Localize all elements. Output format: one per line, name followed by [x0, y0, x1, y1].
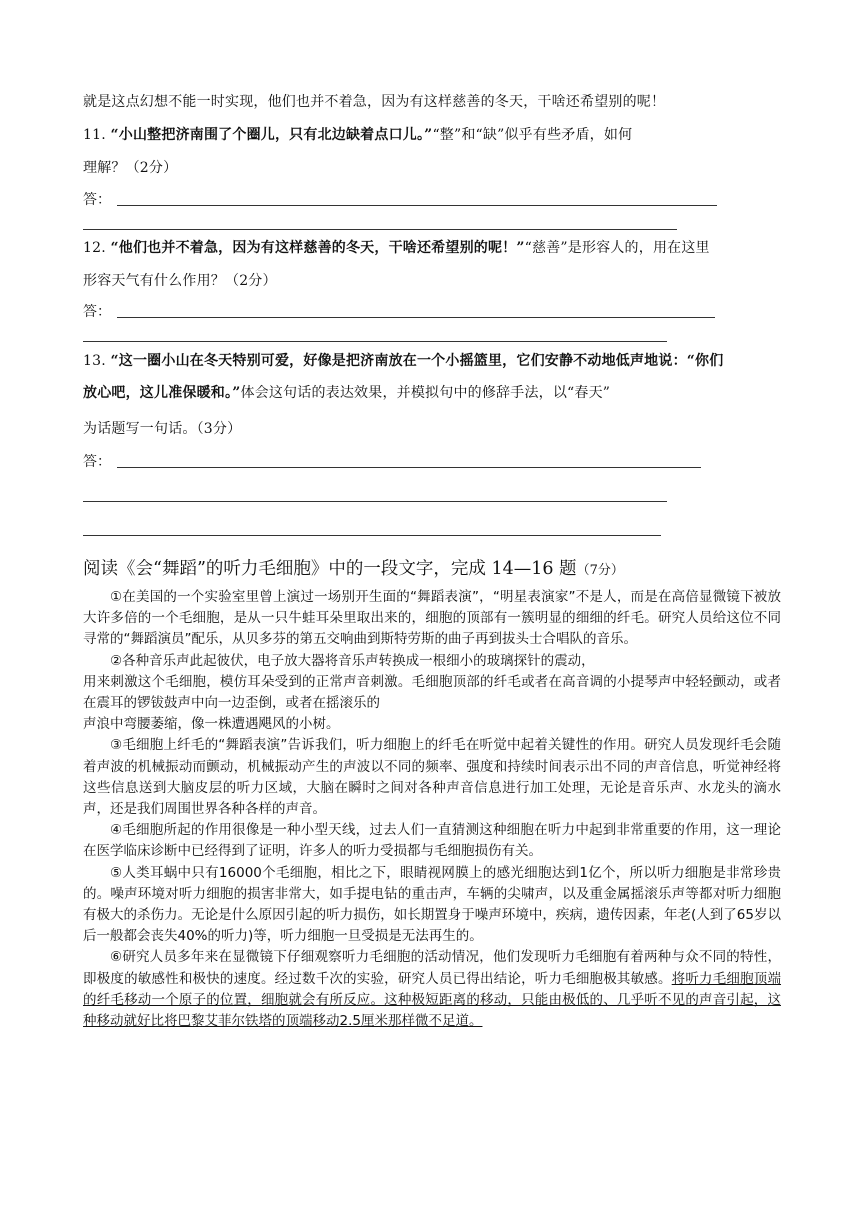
paragraph-2a: ②各种音乐声此起彼伏，电子放大器将音乐声转换成一根细小的玻璃探针的震动， — [110, 652, 595, 669]
question-12-line1 — [83, 237, 710, 257]
paragraph-3: ③毛细胞上纤毛的“舞蹈表演”告诉我们，听力细胞上的纤毛在听觉中起着关键性的作用。研究人员发现纤毛会随着声波的机械振动而颤动，机械振动产生的声波以不同的频率、强度和持续时间表示出不同的声音信息，听觉神经将这些信息送到大脑皮层的听力区域，大脑在瞬时之间对各种声音信息进行加工处理，无论是音乐声、水龙头的滴水声，还是我们周围世界各种各样的声音。 — [83, 737, 781, 818]
reading-heading — [83, 555, 624, 580]
answer-blank-13c[interactable] — [83, 535, 661, 536]
answer-blank-13b[interactable] — [83, 501, 667, 502]
question-13-line2 — [83, 382, 610, 402]
answer-label-11: 答： — [83, 192, 111, 208]
paragraph-6 — [83, 947, 781, 1032]
question-12-quote: “他们也并不着急，因为有这样慈善的冬天，干啥还希望别的呢！” — [110, 240, 525, 256]
answer-blank-11a[interactable] — [117, 205, 717, 206]
paragraph-6-text: ⑥研究人员多年来在显微镜下仔细观察听力毛细胞的活动情况，他们发现听力毛细胞有着两种与众不同的特性，即极度的敏感性和极快的速度。经过数千次的实验，研究人员已得出结论，听力毛细胞极其敏感。 — [83, 949, 781, 987]
question-11-line1 — [83, 124, 632, 144]
reading-passage — [83, 587, 781, 1032]
question-13-number: 13. — [83, 353, 106, 369]
answer-label-12: 答： — [83, 304, 111, 320]
paragraph-4: ④毛细胞所起的作用很像是一种小型天线，过去人们一直猜测这种细胞在听力中起到非常重要的作用，这一理论在医学临床诊断中已经得到了证明，许多人的听力受损都与毛细胞损伤有关。 — [83, 822, 781, 860]
paragraph-2b: 用来刺激这个毛细胞，模仿耳朵受到的正常声音刺激。毛细胞顶部的纤毛或者在高音调的小提琴声中轻轻颤动，或者在震耳的锣钹鼓声中向一边歪倒，或者在摇滚乐的 — [83, 673, 781, 712]
answer-label-13: 答： — [83, 454, 111, 470]
question-11-line2: 理解？（2分） — [83, 160, 178, 176]
question-11-prompt: “整”和“缺”似乎有些矛盾，如何 — [432, 127, 633, 143]
reading-heading-text: 阅读《会“舞蹈”的听力毛细胞》中的一段文字，完成 14—16 题 — [83, 559, 577, 579]
intro-line: 就是这点幻想不能一时实现，他们也并不着急，因为有这样慈善的冬天，干啥还希望别的呢！ — [83, 94, 666, 110]
question-12-number: 12. — [83, 240, 106, 256]
answer-blank-11b[interactable] — [83, 229, 677, 230]
question-13-line3: 为话题写一句话。（3分） — [83, 421, 242, 437]
question-12-prompt: “慈善”是形容人的，用在这里 — [524, 240, 710, 256]
paragraph-1: ①在美国的一个实验室里曾上演过一场别开生面的“舞蹈表演”，“明星表演家”不是人，而是在高倍显微镜下被放大许多倍的一个毛细胞，是从一只牛蛙耳朵里取出来的，细胞的顶部有一簇明显的细细的纤毛。研究人员给这位不同寻常的“舞蹈演员”配乐，从贝多芬的第五交响曲到斯特劳斯的曲子再到拔头士合唱队的音乐。 — [83, 589, 781, 648]
question-13-prompt: 体会这句话的表达效果，并模拟句中的修辞手法，以“春天” — [240, 385, 611, 401]
question-11-quote: “小山整把济南围了个圈儿，只有北边缺着点口儿。” — [110, 127, 433, 143]
question-13-quote: “这一圈小山在冬天特别可爱，好像是把济南放在一个小摇篮里，它们安静不动地低声地说：“你们 — [110, 353, 724, 369]
answer-blank-12a[interactable] — [117, 317, 715, 318]
paragraph-6-underlined: 将听力毛细胞顶端的纤毛移动一个原子的位置，细胞就会有所反应。这种极短距离的移动，只能由极低的、几乎听不见的声音引起，这种移动就好比将巴黎艾菲尔铁塔的顶端移动2.5厘米那样微不足道。 — [83, 970, 782, 1030]
answer-blank-12b[interactable] — [83, 341, 667, 342]
question-13-line1 — [83, 350, 723, 370]
answer-blank-13a[interactable] — [117, 467, 701, 468]
question-12-line2: 形容天气有什么作用？（2分） — [83, 273, 277, 289]
paragraph-5: ⑤人类耳蜗中只有16000个毛细胞，相比之下，眼睛视网膜上的感光细胞达到1亿个，所以听力细胞是非常珍贵的。噪声环境对听力细胞的损害非常大，如手提电钻的重击声，车辆的尖啸声，以及重金属摇滚乐声等都对听力细胞有极大的杀伤力。无论是什么原因引起的听力损伤，如长期置身于噪声环境中，疾病，遗传因素，年老(人到了65岁以后一般都会丧失40%的听力)等，听力细胞一旦受损是无法再生的。 — [83, 864, 781, 945]
question-13-quote-end: 放心吧，这儿准保暖和。” — [83, 385, 241, 401]
paragraph-2c: 声浪中弯腰萎缩，像一株遭遇飓风的小树。 — [83, 716, 340, 733]
reading-heading-points: （7分） — [576, 563, 624, 578]
question-11-number: 11. — [83, 127, 106, 143]
